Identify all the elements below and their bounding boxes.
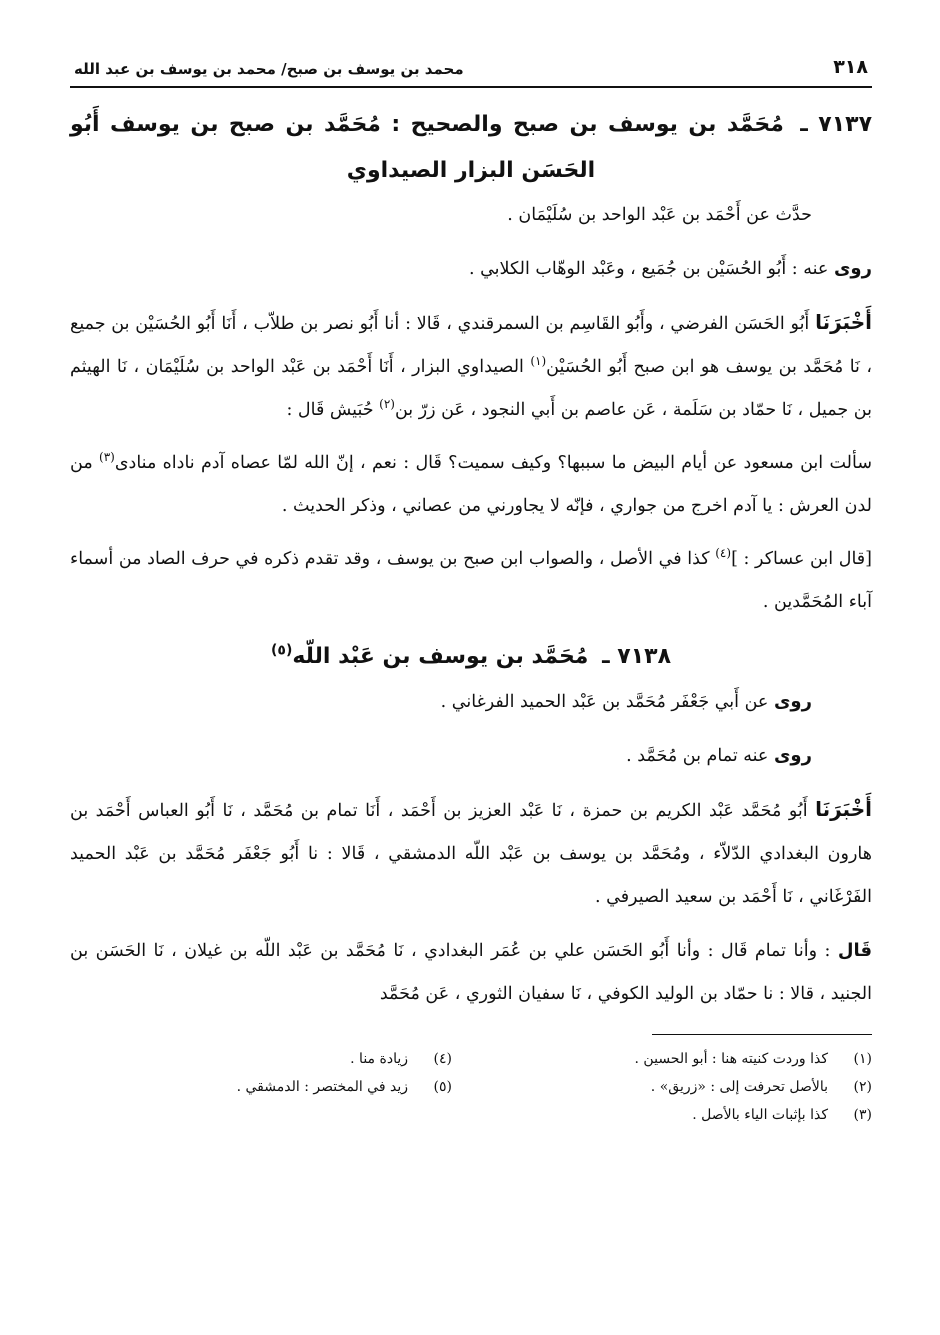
entry-7138-paragraph-4 — [70, 929, 872, 1016]
paragraph-text: كذا في الأصل ، والصواب ابن صبح بن يوسف ، وقد تقدم ذكره في حرف الصاد من أسماء آباء المُحَمَّدين . — [70, 549, 872, 612]
entry-7137-paragraph-5 — [70, 538, 872, 624]
footnote-5 — [72, 1073, 452, 1101]
footnote-ref-3[interactable]: (٣) — [99, 450, 115, 465]
footnote-text: بالأصل تحرفت إلى : «زريق» . — [650, 1079, 828, 1095]
paragraph-text: عنه : أَبُو الحُسَيْن بن جُمَيع ، وعَبْد الوهّاب الكلابي . — [468, 259, 834, 279]
footnote-ref-4[interactable]: (٤) — [715, 546, 732, 561]
entry-7137-paragraph-2 — [70, 247, 872, 291]
entry-7138-paragraph-1 — [70, 680, 872, 724]
paragraph-text: عن أَبي جَعْفَر مُحَمَّد بن عَبْد الحميد الفرغاني . — [440, 692, 774, 712]
entry-7138-title: مُحَمَّد بن يوسف بن عَبْد اللّه — [292, 644, 589, 669]
footnotes — [70, 1045, 872, 1129]
footnotes-column-left — [72, 1045, 452, 1129]
footnote-mark: (٢) — [853, 1079, 872, 1095]
entry-7137-paragraph-3 — [70, 301, 872, 432]
paragraph-text: : وأنا تمام قَال : وأنا أَبُو الحَسَن علي بن عُمَر البغدادي ، نَا مُحَمَّد بن عَبْد اللّه بن غيلان ، نَا الحَسَن بن الجنيد ، قالا : نا حمّاد بن الوليد الكوفي ، نَا سفيان الثوري ، عَن مُحَمَّد — [70, 941, 872, 1004]
footnote-mark: (١) — [853, 1051, 872, 1067]
paragraph-text: الصيداوي البزار ، أَنَا أَحْمَد بن عَبْد الواحد بن سُلَيْمَان ، نَا الهيثم بن جميل ، نَا حمّاد بن سَلَمة ، عَن عاصم بن أَبي النجود ، عَن زرّ بن — [70, 357, 872, 420]
running-header — [70, 56, 872, 88]
paragraph-text: من لدن العرش : يا آدم اخرج من جواري ، فإنّه لا يجاورني من عصاني ، وذكر الحديث . — [70, 453, 872, 516]
footnote-ref-1[interactable]: (١) — [530, 354, 547, 369]
keyword-akhbarana: أَخْبَرَنَا — [815, 797, 872, 821]
footnotes-column-right — [452, 1045, 872, 1129]
entry-7137-number: ٧١٣٧ ـ — [800, 112, 872, 137]
keyword-rawa: روى — [773, 745, 812, 766]
paragraph-text: سألت ابن مسعود عن أيام البيض ما سببها؟ وكيف سميت؟ قَال : نعم ، إنّ الله لمّا عصاه آدم ناداه منادى — [114, 453, 872, 473]
paragraph-text: [قال ابن عساكر : ] — [731, 549, 872, 569]
footnote-text: زيادة منا . — [350, 1051, 408, 1067]
footnote-2 — [452, 1073, 872, 1101]
keyword-rawa: روى — [773, 691, 812, 712]
page-number: ٣١٨ — [833, 56, 868, 78]
keyword-rawa: روى — [833, 258, 872, 279]
entry-7138-heading — [70, 634, 872, 680]
footnote-mark: (٥) — [433, 1079, 452, 1095]
paragraph-text: أَبُو الحَسَن الفرضي ، وأَبُو القَاسِم بن السمرقندي ، قَالا : أنا أَبُو نصر بن طلاّب ، أَنَا أَبُو الحُسَيْن بن جميع ، نَا مُحَمَّد بن يوسف هو ابن صبح أَبُو الحُسَيْن — [70, 314, 872, 377]
keyword-akhbarana: أَخْبَرَنَا — [815, 310, 872, 334]
footnote-ref-2[interactable]: (٢) — [379, 397, 395, 412]
footnote-1 — [452, 1045, 872, 1073]
paragraph-text: حُبَيش قَال : — [286, 400, 380, 420]
paragraph-text: عنه تمام بن مُحَمَّد . — [626, 746, 774, 766]
footnote-text: زيد في المختصر : الدمشقي . — [236, 1079, 408, 1095]
footnote-4 — [72, 1045, 452, 1073]
footnote-3 — [452, 1101, 872, 1129]
entry-7138-paragraph-3 — [70, 788, 872, 919]
running-title: محمد بن يوسف بن صبح/ محمد بن يوسف بن عبد الله — [74, 60, 464, 78]
keyword-qala: قَال — [837, 940, 872, 961]
paragraph-text: أَبُو مُحَمَّد عَبْد الكريم بن حمزة ، نَا عَبْد العزيز بن أَحْمَد ، أَنَا تمام بن مُحَمَّد ، نَا أَبُو العباس أَحْمَد بن هارون البغدادي الدّلاّء ، ومُحَمَّد بن يوسف بن عَبْد اللّه الدمشقي ، قَالا : نا أَبُو جَعْفَر مُحَمَّد بن عَبْد الحميد الفَرْغَاني ، نَا أَحْمَد بن سعيد الصيرفي . — [70, 801, 872, 907]
book-page — [70, 56, 872, 1129]
footnote-text: كذا بإثبات الياء بالأصل . — [692, 1107, 828, 1123]
entry-7137-heading — [70, 102, 872, 194]
footnote-ref-5[interactable]: (٥) — [270, 642, 293, 659]
entry-7137-paragraph-1: حدَّث عن أَحْمَد بن عَبْد الواحد بن سُلَيْمَان . — [507, 205, 812, 225]
footnote-text: كذا وردت كنيته هنا : أبو الحسين . — [634, 1051, 828, 1067]
footnote-mark: (٣) — [853, 1107, 872, 1123]
entry-7138-paragraph-2 — [70, 734, 872, 778]
entry-7137-title: مُحَمَّد بن يوسف بن صبح والصحيح : مُحَمَّد بن صبح بن يوسف أَبُو الحَسَن البزار الصيداوي — [70, 112, 784, 183]
footnote-divider — [652, 1034, 872, 1035]
entry-7138-number: ٧١٣٨ ـ — [602, 644, 671, 669]
footnote-mark: (٤) — [433, 1051, 452, 1067]
entry-7137-paragraph-4 — [70, 442, 872, 528]
